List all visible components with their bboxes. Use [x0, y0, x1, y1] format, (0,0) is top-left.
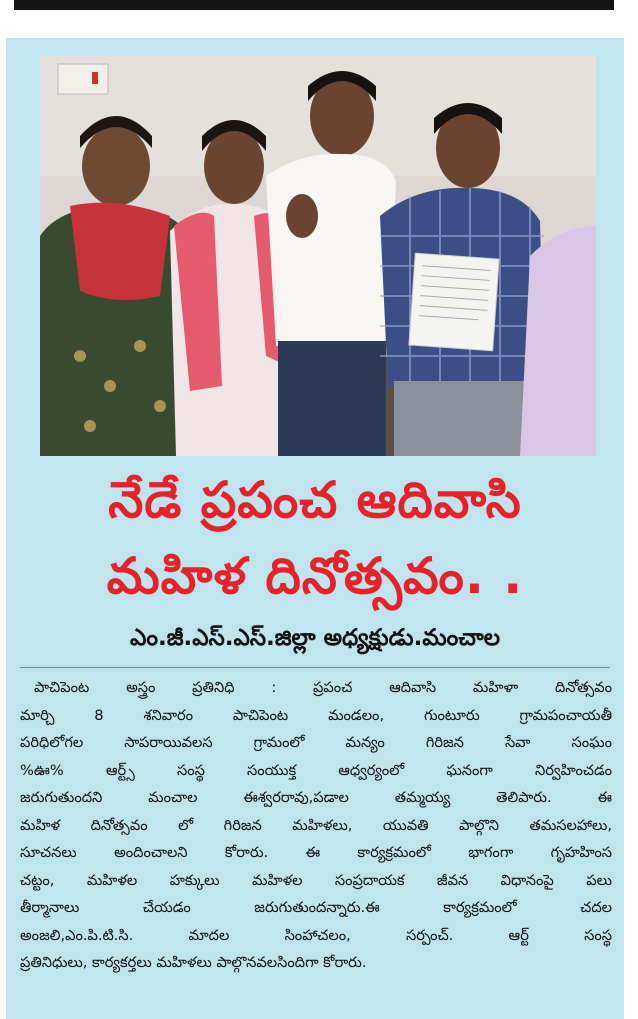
- news-photo: [40, 56, 596, 456]
- headline-line-2: మహిళ దినోత్సవం. .: [106, 547, 524, 605]
- top-border-bar: [14, 0, 614, 10]
- body-line: చట్టం, మహిళల హక్కులు మహిళల సంప్రదాయక జీవన విధానంపై పలు: [20, 871, 612, 889]
- body-line: %ఊ% ఆర్ట్స్ సంస్థ సంయుక్త ఆధ్వర్యంలో ఘనంగా నిర్వహించడం: [20, 761, 612, 779]
- body-line: మహిళ దినోత్సవం లో గిరిజన మహిళలు, యువతి పాల్గొని తమసలహాలు,: [20, 816, 612, 834]
- subheadline: ఎం.జీ.ఎస్.ఎస్.జిల్లా అధ్యక్షుడు.మంచాల: [129, 625, 501, 651]
- body-line: సూచనలు అందించాలని కోరారు. ఈ కార్యక్రమంలో భాగంగా గృహహింస: [20, 844, 612, 861]
- article-body: [20, 674, 612, 977]
- divider: [20, 667, 610, 668]
- news-article-panel: [6, 38, 624, 1019]
- body-line: అంజలి,ఎం.పి.టి.సి. మాదల సింహాచలం, సర్పంచ్. ఆర్ట్ సంస్థ: [20, 926, 612, 944]
- body-line: పాచిపెంట అస్త్రం ప్రతినిధి : ప్రపంచ ఆదివాసి మహిళా దినోత్సవం: [34, 679, 612, 696]
- body-line: తీర్మానాలు చేయడం జరుగుతుందన్నారు.ఈ కార్యక్రమంలో చదల: [20, 899, 612, 916]
- body-line: జరుగుతుందని మంచాల ఈశ్వరరావు,పడాల తమ్మయ్య తెలిపారు. ఈ: [20, 789, 612, 806]
- body-line: ప్రతినిధులు, కార్యకర్తలు మహిళలు పాల్గొనవలసిందిగా కోరారు.: [20, 954, 367, 971]
- headline-line-1: నేడే ప్రపంచ ఆదివాసి: [108, 471, 522, 529]
- body-line: పరిధిలోగల సాపరాయివలస గ్రామంలో మన్యం గిరిజన సేవా సంఘం: [20, 734, 612, 751]
- body-line: మార్చి 8 శనివారం పాచిపెంట మండలం, గుంటూరు గ్రామపంచాయతీ: [20, 706, 612, 724]
